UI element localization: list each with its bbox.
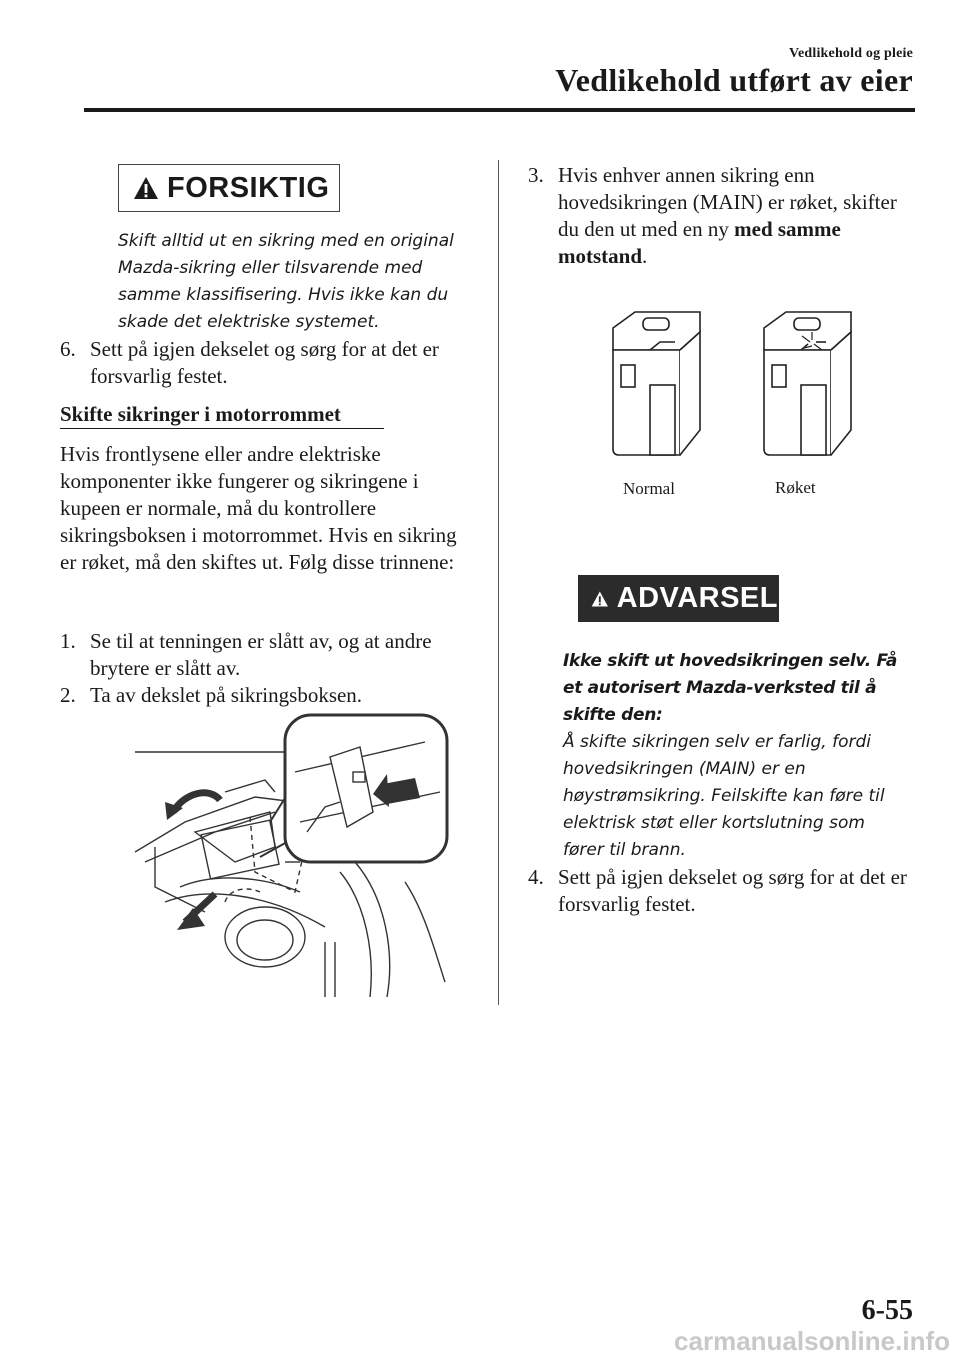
blown-caption: Røket (775, 478, 816, 497)
step-text: Sett på igjen dekselet og sørg for at det er forsvarlig festet. (558, 865, 907, 916)
warning-triangle-icon (133, 176, 159, 200)
subheading: Skifte sikringer i motorrommet (60, 402, 384, 429)
step-text (558, 162, 918, 270)
caution-text: Skift alltid ut en sikring med en original Mazda-sikring eller tilsvarende med samme klassifisering. Hvis ikke kan du skade det elektriske systemet. (118, 231, 454, 332)
caution-box (118, 164, 340, 212)
step-text: Ta av dekslet på sikringsboksen. (90, 683, 363, 707)
warning-bold-text: Ikke skift ut hovedsikringen selv. Få et autorisert Mazda-verksted til å skifte den: (563, 651, 898, 725)
page-title: Vedlikehold utført av eier (555, 62, 913, 98)
step-4 (528, 864, 918, 918)
caution-label: FORSIKTIG (167, 171, 330, 204)
intro-paragraph: Hvis frontlysene eller andre elektriske komponenter ikke fungerer og sikringene i kupeen er normale, må du kontrollere sikringsboksen i motorrommet. Hvis en sikring er røket, må den skiftes ut. Følg disse trinnene: (60, 442, 457, 574)
warning-triangle-icon (591, 587, 609, 611)
step-number: 2. (60, 683, 76, 707)
section-label: Vedlikehold og pleie (788, 46, 913, 61)
step-2 (60, 682, 475, 709)
step-3 (528, 162, 918, 270)
blown-fuse-icon (756, 310, 856, 460)
warning-text: Å skifte sikringen selv er farlig, fordi hovedsikringen (MAIN) er en høystrømsikring. Feilskifte kan føre til elektrisk støt eller kortslutning som fører til brann. (563, 732, 885, 860)
warning-box (578, 575, 779, 622)
column-divider (498, 160, 499, 1005)
warning-label: ADVARSEL (616, 582, 778, 614)
step-3-bold: med samme motstand (558, 217, 841, 268)
step-1 (60, 628, 475, 682)
header-rule (84, 108, 915, 112)
step-3-text: Hvis enhver annen sikring enn hovedsikringen (MAIN) er røket, skifter du den ut med en ny (558, 163, 897, 241)
step-6 (60, 336, 475, 390)
step-text: Se til at tenningen er slått av, og at andre brytere er slått av. (90, 629, 432, 680)
step-number: 6. (60, 337, 76, 361)
step-number: 3. (528, 163, 544, 187)
step-number: 4. (528, 865, 544, 889)
normal-fuse-icon (605, 310, 705, 460)
watermark: carmanualsonline.info (674, 1326, 950, 1356)
page-number: 6-55 (861, 1295, 913, 1326)
step-3-end: . (642, 244, 648, 268)
step-text: Sett på igjen dekselet og sørg for at det er forsvarlig festet. (90, 337, 439, 388)
fuse-box-cover-illustration (125, 712, 455, 1002)
normal-caption: Normal (623, 479, 675, 498)
step-number: 1. (60, 629, 76, 653)
